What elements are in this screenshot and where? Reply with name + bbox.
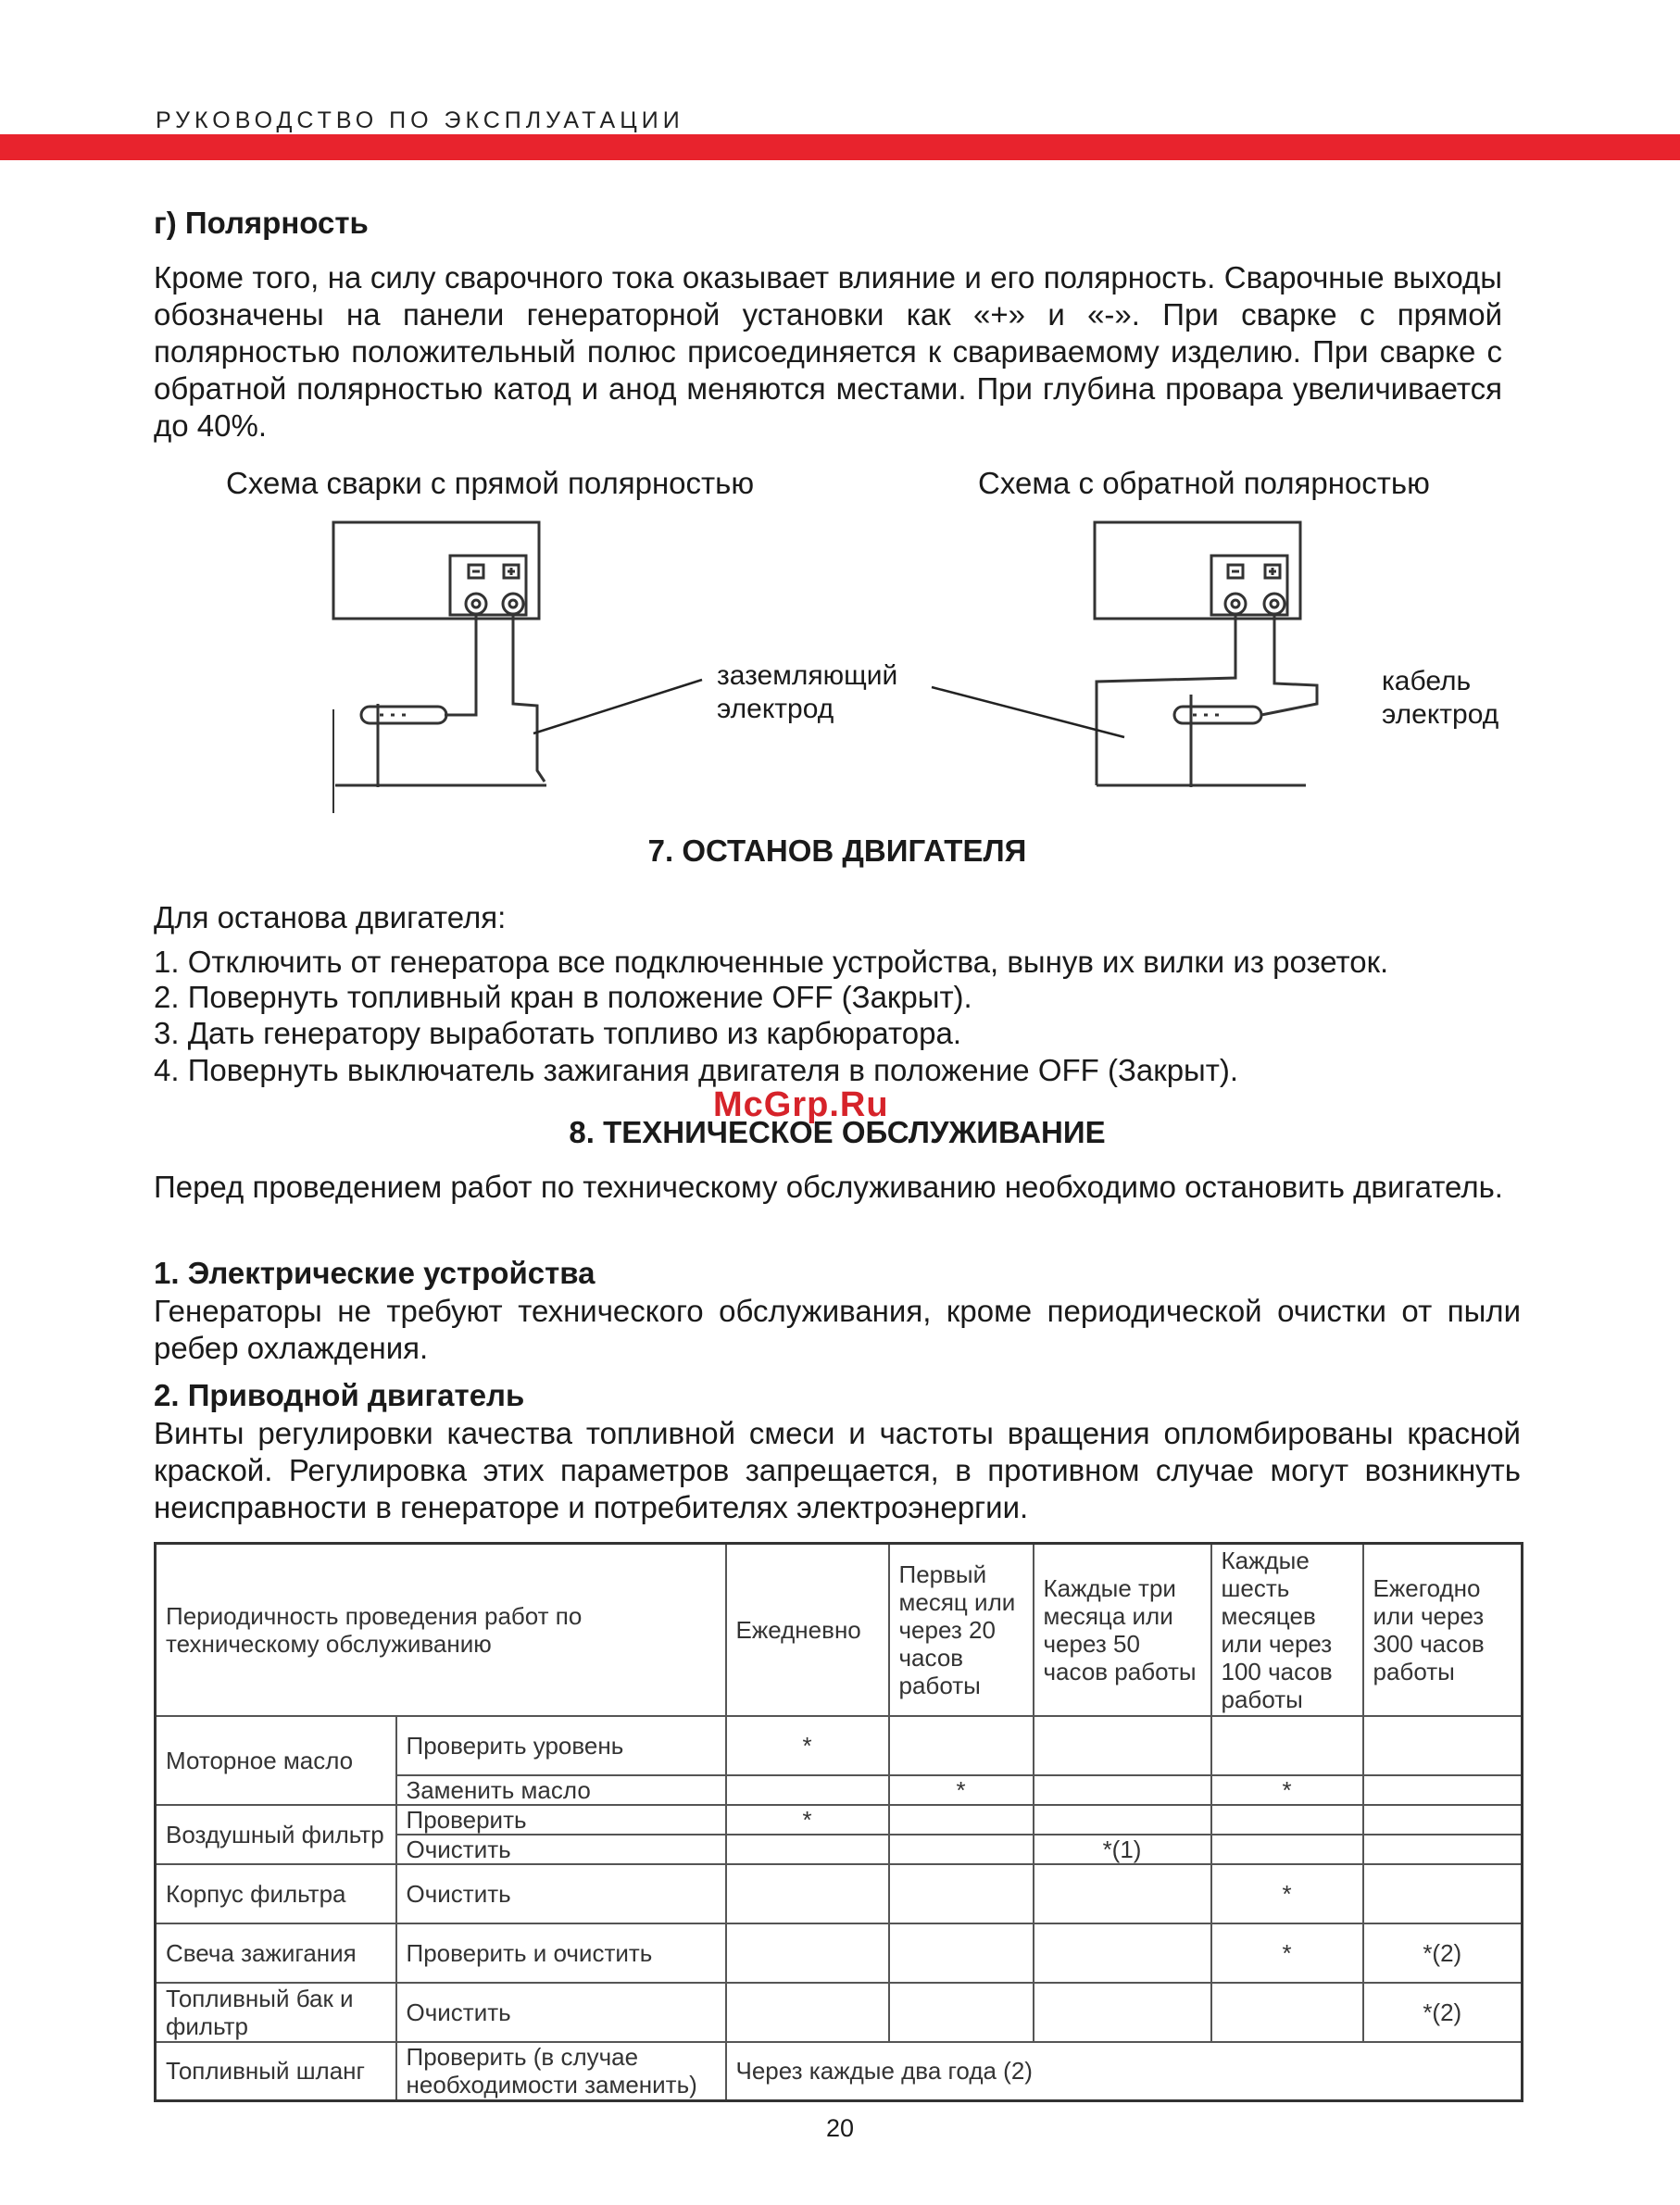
- table-header-row: [156, 1544, 1523, 1716]
- subsection-2-title: 2. Приводной двигатель: [154, 1378, 525, 1412]
- action-housing-clean: Очистить: [396, 1864, 726, 1923]
- mark: *: [1211, 1775, 1363, 1805]
- item-spark-plug: Свеча зажигания: [156, 1923, 396, 1983]
- table-row: [156, 1983, 1523, 2042]
- section-7-intro: Для останова двигателя:: [154, 900, 507, 934]
- table-row: [156, 2042, 1523, 2101]
- subsection-2-text: Винты регулировки качества топливной смеси и частоты вращения опломбированы красной краской. Регулировка этих параметров запрещается, в противном случае могут возникнуть неисправности в генераторе и потребителях электроэнергии.: [154, 1416, 1521, 1524]
- watermark-logo: McGrp.Ru: [713, 1085, 889, 1124]
- header-daily: Ежедневно: [726, 1544, 889, 1716]
- item-filter-housing: Корпус фильтра: [156, 1864, 396, 1923]
- mark: *(2): [1363, 1983, 1523, 2042]
- section-8-title: 8. ТЕХНИЧЕСКОЕ ОБСЛУЖИВАНИЕ: [569, 1115, 1106, 1149]
- hose-period: Через каждые два года (2): [726, 2042, 1523, 2101]
- header-periodicity: Периодичность проведения работ по техническому обслуживанию: [156, 1544, 726, 1716]
- action-air-clean: Очистить: [396, 1835, 726, 1864]
- electrode-cable: [1261, 615, 1317, 715]
- subsection-1-text: Генераторы не требуют технического обслуживания, кроме периодической очистки от пыли ребер охлаждения.: [154, 1294, 1521, 1365]
- ground-cable: [513, 615, 545, 782]
- item-engine-oil: Моторное масло: [156, 1716, 396, 1805]
- mark: *: [1211, 1923, 1363, 1983]
- mark: *: [1211, 1864, 1363, 1923]
- section-7-step-3: 3. Дать генератору выработать топливо из карбюратора.: [154, 1016, 961, 1050]
- item-fuel-tank: Топливный бак и фильтр: [156, 1983, 396, 2042]
- reverse-polarity-diagram: [1084, 519, 1352, 815]
- action-tank: Очистить: [396, 1983, 726, 2042]
- minus-terminal: [466, 594, 486, 614]
- cable-electrode-label: [1382, 665, 1498, 732]
- section-7-step-4: 4. Повернуть выключатель зажигания двигателя в положение OFF (Закрыт).: [154, 1053, 1239, 1087]
- action-oil-change: Заменить масло: [396, 1775, 726, 1805]
- cable-electrode-label-line1: кабель: [1382, 666, 1472, 696]
- direct-polarity-caption: Схема сварки с прямой полярностью: [226, 466, 755, 500]
- section-7-title: 7. ОСТАНОВ ДВИГАТЕЛЯ: [647, 833, 1027, 868]
- header-three-months: Каждые три месяца или через 50 часов работы: [1034, 1544, 1211, 1716]
- plus-terminal: [1264, 594, 1285, 614]
- section-7-step-1: 1. Отключить от генератора все подключенные устройства, вынув их вилки из розеток.: [154, 945, 1389, 979]
- subsection-1-title: 1. Электрические устройства: [154, 1256, 596, 1290]
- maintenance-schedule-table: [154, 1542, 1523, 2102]
- cable-electrode-label-line2: электрод: [1382, 699, 1499, 730]
- polarity-paragraph: Кроме того, на силу сварочного тока оказывает влияние и его полярность. Сварочные выходы обозначены на панели генераторной установки как «+» и «-». При сварке с прямой полярностью положительный полюс присоединяется к свариваемому изделию. При сварке с обратной полярностью катод и анод меняются местами. При глубина провара увеличивается до 40%.: [154, 260, 1502, 443]
- ground-electrode-label-line1: заземляющий: [717, 660, 898, 691]
- item-air-filter: Воздушный фильтр: [156, 1805, 396, 1864]
- reverse-polarity-caption: Схема с обратной полярностью: [978, 466, 1430, 500]
- red-header-bar: [0, 134, 1680, 160]
- item-fuel-hose: Топливный шланг: [156, 2042, 396, 2101]
- table-row: [156, 1923, 1523, 1983]
- mark: *(2): [1363, 1923, 1523, 1983]
- electrode-cable: [445, 615, 476, 715]
- table-row: [156, 1805, 1523, 1835]
- header-first-month: Первый месяц или через 20 часов работы: [889, 1544, 1034, 1716]
- header-yearly: Ежегодно или через 300 часов работы: [1363, 1544, 1523, 1716]
- header-six-months: Каждые шесть месяцев или через 100 часов работы: [1211, 1544, 1363, 1716]
- table-row: [156, 1864, 1523, 1923]
- action-air-check: Проверить: [396, 1805, 726, 1835]
- direct-polarity-diagram: [315, 519, 583, 815]
- minus-terminal: [1225, 594, 1246, 614]
- mark: *: [726, 1716, 889, 1775]
- action-plug: Проверить и очистить: [396, 1923, 726, 1983]
- mark: *(1): [1034, 1835, 1211, 1864]
- mark: *: [726, 1805, 889, 1835]
- table-row: [156, 1716, 1523, 1775]
- section-7-step-2: 2. Повернуть топливный кран в положение OFF (Закрыт).: [154, 980, 972, 1014]
- ground-cable: [1097, 615, 1235, 785]
- running-header: РУКОВОДСТВО ПО ЭКСПЛУАТАЦИИ: [156, 107, 684, 133]
- mark: *: [889, 1775, 1034, 1805]
- section-8-intro: Перед проведением работ по техническому обслуживанию необходимо остановить двигатель.: [154, 1170, 1503, 1204]
- page-number: 20: [825, 2114, 855, 2142]
- action-oil-check: Проверить уровень: [396, 1716, 726, 1775]
- action-hose: Проверить (в случае необходимости заменить): [396, 2042, 726, 2101]
- polarity-heading: г) Полярность: [154, 206, 369, 240]
- ground-electrode-label-line2: электрод: [717, 694, 834, 724]
- plus-terminal: [503, 594, 523, 614]
- ground-electrode-label: [717, 659, 897, 726]
